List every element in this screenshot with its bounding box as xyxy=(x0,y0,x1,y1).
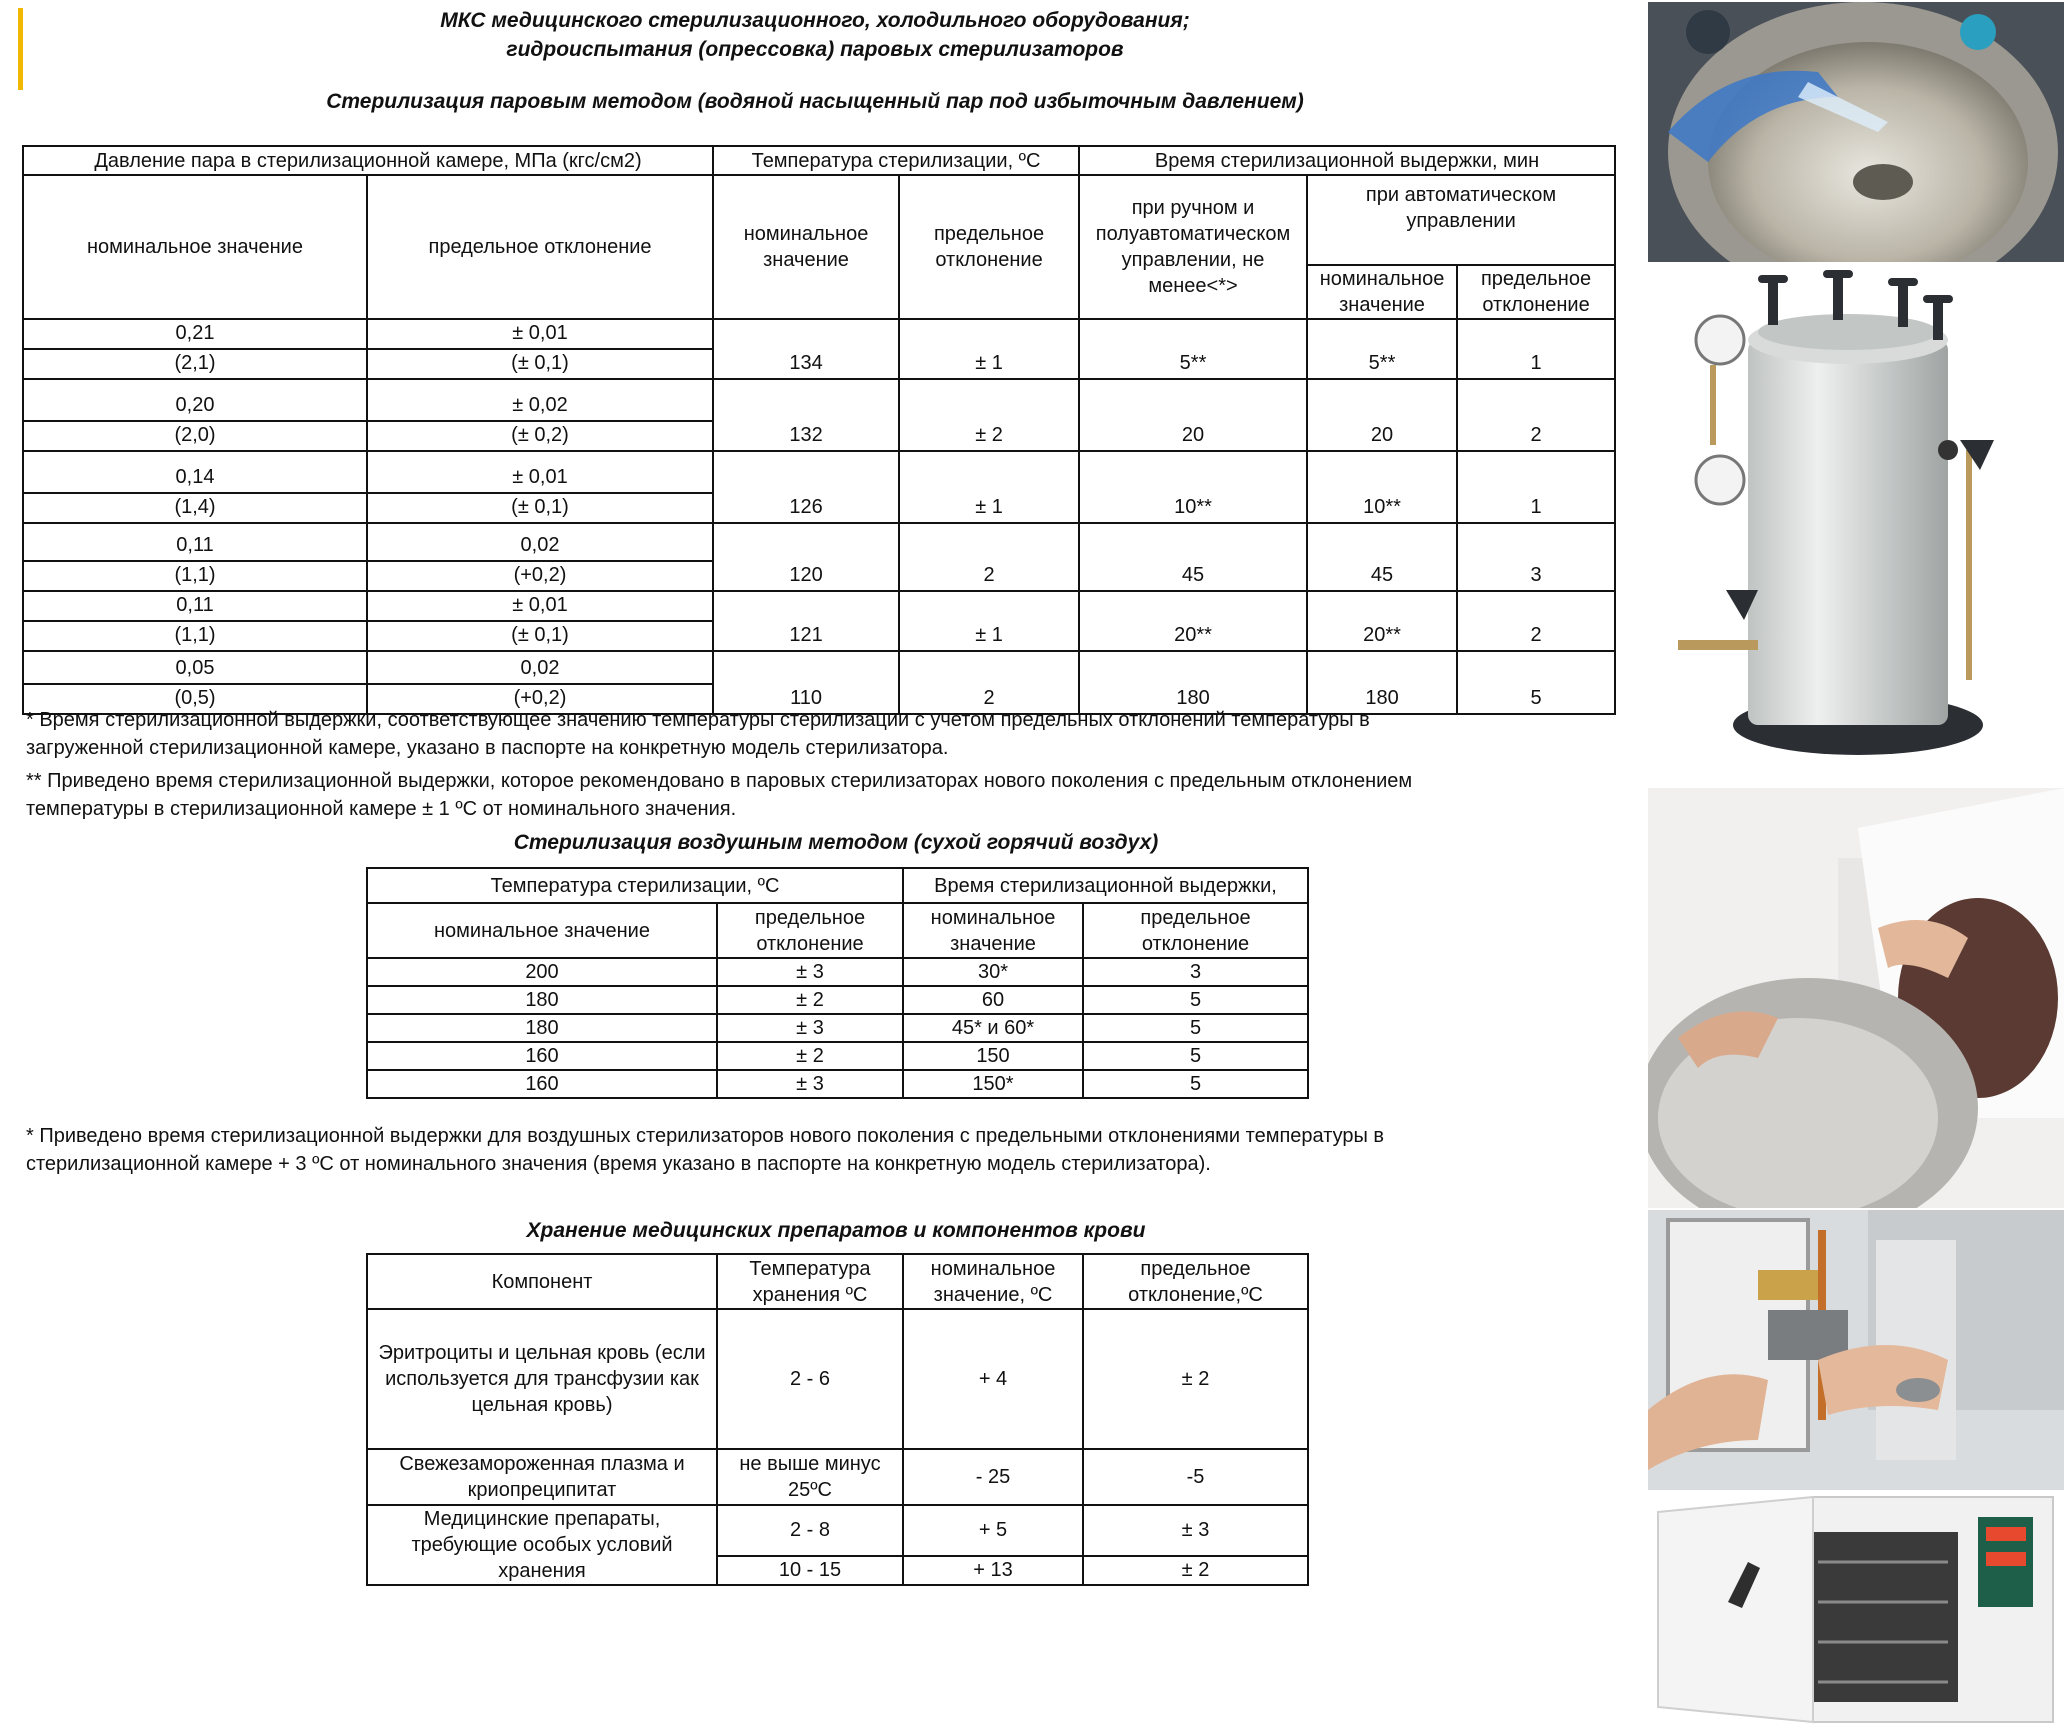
photo-dry-air-sterilizer xyxy=(1648,1492,2064,1735)
air-temperature: 160 xyxy=(367,1042,717,1070)
air-time-nominal: 45* и 60* xyxy=(903,1014,1083,1042)
steam-time-manual: 20** xyxy=(1079,591,1307,651)
steam-time-auto-deviation: 1 xyxy=(1457,451,1615,523)
steam-temperature: 110 xyxy=(713,651,899,714)
steam-header-pressure-deviation: предельное отклонение xyxy=(367,175,713,319)
steam-footnote-2b: температуры в стерилизационной камере ± 1 ºС от номинального значения. xyxy=(26,798,737,820)
photo-steam-chamber xyxy=(1648,2,2064,262)
storage-header-deviation: предельное отклонение,ºС xyxy=(1083,1254,1308,1309)
air-header-temperature: Температура стерилизации, ºС xyxy=(367,868,903,903)
air-footnote-b: стерилизационной камере + 3 ºС от номинального значения (время указано в паспорте на конкретную модель стерилизатора). xyxy=(26,1153,1211,1175)
steam-pressure-deviation-kgf: (+0,2) xyxy=(367,684,713,714)
air-header-temp-deviation: предельное отклонение xyxy=(717,903,903,958)
storage-component-medicines: Медицинские препараты, требующие особых условий хранения xyxy=(367,1505,717,1585)
steam-section-title: Стерилизация паровым методом (водяной насыщенный пар под избыточным давлением) xyxy=(326,90,1304,113)
air-time-deviation: 5 xyxy=(1083,1014,1308,1042)
steam-pressure-deviation-mpa: 0,02 xyxy=(367,651,713,684)
steam-time-auto-deviation: 3 xyxy=(1457,523,1615,591)
steam-pressure-deviation-kgf: (± 0,1) xyxy=(367,349,713,379)
storage-component-plasma: Свежезамороженная плазма и криопреципитат xyxy=(367,1449,717,1505)
storage-nominal: - 25 xyxy=(903,1449,1083,1505)
page-title-line1: МКС медицинского стерилизационного, холодильного оборудования; xyxy=(440,9,1190,32)
steam-time-auto-deviation: 2 xyxy=(1457,591,1615,651)
steam-pressure-mpa: 0,05 xyxy=(23,651,367,684)
steam-pressure-deviation-mpa: ± 0,02 xyxy=(367,379,713,421)
steam-pressure-deviation-kgf: (± 0,1) xyxy=(367,493,713,523)
steam-time-auto: 180 xyxy=(1307,651,1457,714)
air-header-temp-nominal: номинальное значение xyxy=(367,903,717,958)
steam-footnote-1b: загруженной стерилизационной камере, указано в паспорте на конкретную модель стерилизатора. xyxy=(26,737,949,759)
steam-time-auto: 5** xyxy=(1307,319,1457,379)
steam-time-auto-deviation: 2 xyxy=(1457,379,1615,451)
steam-header-auto-nominal: номинальное значение xyxy=(1307,265,1457,319)
steam-pressure-deviation-mpa: ± 0,01 xyxy=(367,319,713,349)
steam-pressure-mpa: 0,11 xyxy=(23,523,367,561)
air-time-nominal: 150* xyxy=(903,1070,1083,1098)
air-temperature: 180 xyxy=(367,986,717,1014)
steam-time-manual: 10** xyxy=(1079,451,1307,523)
steam-pressure-mpa: 0,11 xyxy=(23,591,367,621)
storage-nominal: + 13 xyxy=(903,1556,1083,1585)
steam-pressure-deviation-kgf: (± 0,2) xyxy=(367,421,713,451)
storage-deviation: ± 2 xyxy=(1083,1556,1308,1585)
steam-time-auto: 45 xyxy=(1307,523,1457,591)
steam-pressure-deviation-kgf: (+0,2) xyxy=(367,561,713,591)
steam-header-pressure-nominal: номинальное значение xyxy=(23,175,367,319)
steam-temperature: 121 xyxy=(713,591,899,651)
air-temperature: 200 xyxy=(367,958,717,986)
air-table xyxy=(366,867,1309,1099)
photo-steam-sterilizer xyxy=(1648,270,2064,780)
storage-deviation: -5 xyxy=(1083,1449,1308,1505)
steam-pressure-mpa: 0,21 xyxy=(23,319,367,349)
steam-pressure-kgf: (2,0) xyxy=(23,421,367,451)
accent-bar xyxy=(18,8,23,90)
air-temperature-deviation: ± 2 xyxy=(717,986,903,1014)
page-title-line2: гидроиспытания (опрессовка) паровых стерилизаторов xyxy=(506,38,1124,61)
steam-header-pressure: Давление пара в стерилизационной камере, МПа (кгс/см2) xyxy=(23,146,713,175)
storage-header-nominal: номинальное значение, ºС xyxy=(903,1254,1083,1309)
air-time-deviation: 5 xyxy=(1083,1070,1308,1098)
air-temperature-deviation: ± 2 xyxy=(717,1042,903,1070)
photo-valve-service xyxy=(1648,1210,2064,1490)
air-time-deviation: 3 xyxy=(1083,958,1308,986)
air-temperature: 160 xyxy=(367,1070,717,1098)
steam-pressure-deviation-mpa: 0,02 xyxy=(367,523,713,561)
steam-temperature: 132 xyxy=(713,379,899,451)
steam-temperature-deviation: ± 1 xyxy=(899,319,1079,379)
steam-time-manual: 45 xyxy=(1079,523,1307,591)
air-time-nominal: 150 xyxy=(903,1042,1083,1070)
steam-pressure-mpa: 0,14 xyxy=(23,451,367,493)
air-footnote-a: * Приведено время стерилизационной выдержки для воздушных стерилизаторов нового поколения с предельными отклонениями температуры в xyxy=(26,1125,1385,1147)
steam-time-auto-deviation: 5 xyxy=(1457,651,1615,714)
steam-time-manual: 5** xyxy=(1079,319,1307,379)
storage-deviation: ± 2 xyxy=(1083,1309,1308,1449)
steam-temperature-deviation: 2 xyxy=(899,523,1079,591)
steam-header-auto-deviation: предельное отклонение xyxy=(1457,265,1615,319)
steam-time-auto: 20 xyxy=(1307,379,1457,451)
steam-pressure-kgf: (1,1) xyxy=(23,621,367,651)
steam-temperature-deviation: ± 1 xyxy=(899,591,1079,651)
air-temperature-deviation: ± 3 xyxy=(717,1070,903,1098)
steam-time-auto: 20** xyxy=(1307,591,1457,651)
storage-deviation: ± 3 xyxy=(1083,1505,1308,1556)
storage-temperature: 10 - 15 xyxy=(717,1556,903,1585)
steam-table xyxy=(22,145,1616,715)
storage-section-title: Хранение медицинских препаратов и компонентов крови xyxy=(526,1219,1146,1242)
steam-time-manual: 180 xyxy=(1079,651,1307,714)
storage-header-component: Компонент xyxy=(367,1254,717,1309)
air-header-time-nominal: номинальное значение xyxy=(903,903,1083,958)
storage-table xyxy=(366,1253,1309,1586)
steam-pressure-kgf: (2,1) xyxy=(23,349,367,379)
steam-pressure-mpa: 0,20 xyxy=(23,379,367,421)
air-time-nominal: 30* xyxy=(903,958,1083,986)
steam-header-temperature: Температура стерилизации, ºС xyxy=(713,146,1079,175)
steam-footnote-1a: * Время стерилизационной выдержки, соответствующее значению температуры стерилизации с учетом предельных отклонений температуры в xyxy=(26,709,1370,731)
storage-nominal: + 4 xyxy=(903,1309,1083,1449)
steam-pressure-deviation-mpa: ± 0,01 xyxy=(367,451,713,493)
air-temperature-deviation: ± 3 xyxy=(717,1014,903,1042)
air-time-deviation: 5 xyxy=(1083,1042,1308,1070)
steam-header-temp-nominal: номинальное значение xyxy=(713,175,899,319)
steam-time-manual: 20 xyxy=(1079,379,1307,451)
air-time-deviation: 5 xyxy=(1083,986,1308,1014)
steam-header-temp-deviation: предельное отклонение xyxy=(899,175,1079,319)
air-temperature: 180 xyxy=(367,1014,717,1042)
steam-temperature-deviation: ± 1 xyxy=(899,451,1079,523)
steam-pressure-deviation-kgf: (± 0,1) xyxy=(367,621,713,651)
storage-temperature: не выше минус 25ºС xyxy=(717,1449,903,1505)
steam-pressure-kgf: (1,1) xyxy=(23,561,367,591)
steam-temperature: 134 xyxy=(713,319,899,379)
steam-temperature: 126 xyxy=(713,451,899,523)
air-temperature-deviation: ± 3 xyxy=(717,958,903,986)
air-section-title: Стерилизация воздушным методом (сухой горячий воздух) xyxy=(513,831,1159,854)
storage-temperature: 2 - 8 xyxy=(717,1505,903,1556)
photo-hands-repair xyxy=(1648,788,2064,1208)
steam-pressure-kgf: (0,5) xyxy=(23,684,367,714)
steam-header-time-manual: при ручном и полуавтоматическом управлении, не менее<*> xyxy=(1079,175,1307,319)
storage-component-erythrocytes: Эритроциты и цельная кровь (если используется для трансфузии как цельная кровь) xyxy=(367,1309,717,1449)
air-header-time-deviation: предельное отклонение xyxy=(1083,903,1308,958)
steam-time-auto: 10** xyxy=(1307,451,1457,523)
storage-temperature: 2 - 6 xyxy=(717,1309,903,1449)
air-time-nominal: 60 xyxy=(903,986,1083,1014)
storage-header-temperature: Температура хранения ºС xyxy=(717,1254,903,1309)
steam-footnote-2a: ** Приведено время стерилизационной выдержки, которое рекомендовано в паровых стерилизаторах нового поколения с предельным отклонением xyxy=(26,770,1413,792)
steam-temperature: 120 xyxy=(713,523,899,591)
steam-pressure-kgf: (1,4) xyxy=(23,493,367,523)
air-header-time: Время стерилизационной выдержки, xyxy=(903,868,1308,903)
storage-nominal: + 5 xyxy=(903,1505,1083,1556)
steam-time-auto-deviation: 1 xyxy=(1457,319,1615,379)
steam-header-time: Время стерилизационной выдержки, мин xyxy=(1079,146,1615,175)
steam-temperature-deviation: ± 2 xyxy=(899,379,1079,451)
steam-pressure-deviation-mpa: ± 0,01 xyxy=(367,591,713,621)
steam-temperature-deviation: 2 xyxy=(899,651,1079,714)
steam-header-time-auto: при автоматическом управлении xyxy=(1307,175,1615,265)
